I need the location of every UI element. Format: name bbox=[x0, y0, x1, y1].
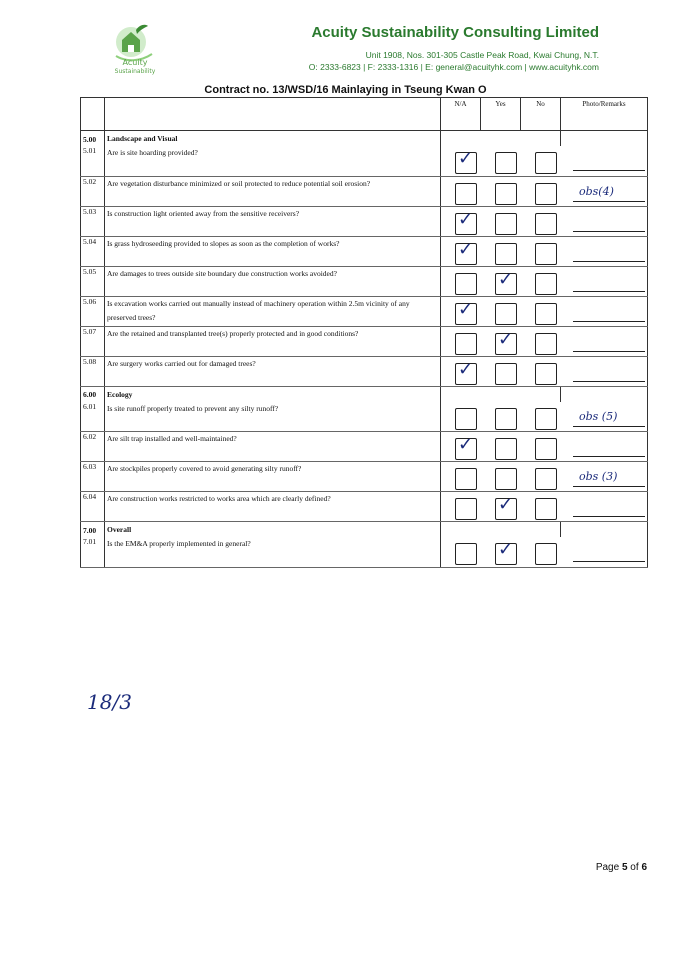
remark-line bbox=[573, 321, 645, 322]
item-question: Are is site hoarding provided? bbox=[105, 146, 441, 176]
item-question: Are vegetation disturbance minimized or soil protected to reduce potential soil erosion? bbox=[105, 176, 441, 206]
item-number: 5.01 bbox=[81, 146, 105, 176]
header-num bbox=[81, 98, 105, 131]
logo-text-sustainability: Sustainability bbox=[114, 68, 156, 75]
item-question: Is construction light oriented away from the sensitive receivers? bbox=[105, 206, 441, 236]
table-row bbox=[81, 402, 648, 432]
table-row bbox=[81, 492, 648, 522]
item-question: Are silt trap installed and well-maintained? bbox=[105, 432, 441, 462]
table-row bbox=[81, 326, 648, 356]
checkbox-no[interactable] bbox=[535, 468, 557, 490]
checkbox-no[interactable] bbox=[535, 543, 557, 565]
section-title: Landscape and Visual bbox=[105, 131, 441, 147]
remark-line bbox=[573, 261, 645, 262]
header-yes: Yes bbox=[481, 98, 521, 131]
table-row bbox=[81, 236, 648, 266]
checkbox-na[interactable] bbox=[455, 183, 477, 205]
logo-wordmark bbox=[104, 58, 166, 76]
section-row bbox=[81, 131, 648, 147]
item-number: 7.01 bbox=[81, 537, 105, 567]
table-row bbox=[81, 146, 648, 176]
checkbox-no[interactable] bbox=[535, 243, 557, 265]
answer-cell bbox=[441, 236, 648, 266]
section-title: Ecology bbox=[105, 386, 441, 402]
checkbox-yes[interactable] bbox=[495, 328, 517, 355]
remark-line bbox=[573, 426, 645, 427]
table-row bbox=[81, 296, 648, 326]
remark-line bbox=[573, 486, 645, 487]
checkbox-na[interactable] bbox=[455, 148, 477, 174]
remark-line bbox=[573, 231, 645, 232]
company-contact: O: 2333-6823 | F: 2333-1316 | E: general@acuityhk.com | www.acuityhk.com bbox=[308, 62, 599, 72]
checkbox-yes[interactable] bbox=[495, 468, 517, 490]
checkbox-no[interactable] bbox=[535, 438, 557, 460]
answer-cell bbox=[441, 206, 648, 236]
remark-text: obs(4) bbox=[579, 184, 614, 198]
contract-title: Contract no. 13/WSD/16 Mainlaying in Tseung Kwan O bbox=[204, 84, 487, 96]
page-prefix: Page bbox=[595, 862, 622, 873]
company-address-block bbox=[309, 49, 599, 73]
remark-line bbox=[573, 201, 645, 202]
remark-line bbox=[573, 351, 645, 352]
item-number: 6.04 bbox=[81, 492, 105, 522]
answer-cell bbox=[441, 537, 648, 567]
check-mark: ✓ bbox=[498, 494, 514, 515]
table-row bbox=[81, 432, 648, 462]
section-number: 7.00 bbox=[81, 522, 105, 538]
checkbox-na[interactable] bbox=[455, 434, 477, 460]
checkbox-na[interactable] bbox=[455, 408, 477, 430]
checkbox-na[interactable] bbox=[455, 498, 477, 520]
answer-cell bbox=[441, 146, 648, 176]
header-no: No bbox=[521, 98, 561, 131]
item-number: 5.06 bbox=[81, 296, 105, 326]
section-number: 5.00 bbox=[81, 131, 105, 147]
check-mark: ✓ bbox=[498, 328, 514, 350]
header-item bbox=[105, 98, 441, 131]
item-number: 5.07 bbox=[81, 326, 105, 356]
section-remark-spacer bbox=[561, 522, 648, 538]
item-number: 6.01 bbox=[81, 402, 105, 432]
item-number: 5.08 bbox=[81, 356, 105, 386]
header-na: N/A bbox=[441, 98, 481, 131]
item-number: 5.02 bbox=[81, 176, 105, 206]
item-question: Are damages to trees outside site boundary due construction works avoided? bbox=[105, 266, 441, 296]
section-title: Overall bbox=[105, 522, 441, 538]
checkbox-na[interactable] bbox=[455, 333, 477, 355]
checkbox-no[interactable] bbox=[535, 303, 557, 325]
item-question: Is grass hydroseeding provided to slopes as soon as the completion of works? bbox=[105, 236, 441, 266]
answer-cell bbox=[441, 296, 648, 326]
remark-line bbox=[573, 291, 645, 292]
table-row bbox=[81, 176, 648, 206]
checkbox-no[interactable] bbox=[535, 408, 557, 430]
checkbox-no[interactable] bbox=[535, 152, 557, 174]
answer-cell bbox=[441, 326, 648, 356]
table-row bbox=[81, 537, 648, 567]
table-row bbox=[81, 356, 648, 386]
checkbox-yes[interactable] bbox=[495, 363, 517, 385]
checkbox-yes[interactable] bbox=[495, 268, 517, 295]
item-number: 5.05 bbox=[81, 266, 105, 296]
item-question: Is the EM&A properly implemented in general? bbox=[105, 537, 441, 567]
item-question: Is site runoff properly treated to prevent any silty runoff? bbox=[105, 402, 441, 432]
item-question: Are stockpiles properly covered to avoid generating silty runoff? bbox=[105, 462, 441, 492]
page-total: 6 bbox=[641, 862, 647, 873]
checkbox-na[interactable] bbox=[455, 238, 477, 265]
checkbox-yes[interactable] bbox=[495, 152, 517, 174]
company-name: Acuity Sustainability Consulting Limited bbox=[311, 24, 599, 41]
checkbox-no[interactable] bbox=[535, 213, 557, 235]
check-mark: ✓ bbox=[498, 539, 514, 560]
remark-line bbox=[573, 170, 645, 171]
checkbox-yes[interactable] bbox=[495, 243, 517, 265]
item-number: 5.04 bbox=[81, 236, 105, 266]
item-question: Are surgery works carried out for damaged trees? bbox=[105, 356, 441, 386]
section-row bbox=[81, 386, 648, 402]
item-question: Is excavation works carried out manually instead of machinery operation within 2.5m vicinity of any preserved trees? bbox=[105, 296, 441, 326]
check-mark: ✓ bbox=[458, 358, 474, 380]
section-number: 6.00 bbox=[81, 386, 105, 402]
table-header-row bbox=[81, 98, 648, 131]
logo-text-acuity: Acuity bbox=[122, 58, 148, 67]
checkbox-na[interactable] bbox=[455, 208, 477, 235]
answer-cell bbox=[441, 492, 648, 522]
remark-line bbox=[573, 456, 645, 457]
table-row bbox=[81, 462, 648, 492]
page-number bbox=[596, 862, 647, 873]
checkbox-yes[interactable] bbox=[495, 213, 517, 235]
checkbox-na[interactable] bbox=[455, 543, 477, 565]
check-mark: ✓ bbox=[458, 208, 474, 230]
checkbox-yes[interactable] bbox=[495, 438, 517, 460]
answer-cell bbox=[441, 266, 648, 296]
check-mark: ✓ bbox=[498, 268, 514, 290]
section-remark-spacer bbox=[561, 131, 648, 147]
checkbox-na[interactable] bbox=[455, 468, 477, 490]
section-spacer bbox=[441, 522, 561, 538]
checkbox-na[interactable] bbox=[455, 298, 477, 325]
checkbox-no[interactable] bbox=[535, 333, 557, 355]
table-row bbox=[81, 266, 648, 296]
answer-cell bbox=[441, 176, 648, 206]
company-address: Unit 1908, Nos. 301-305 Castle Peak Road, Kwai Chung, N.T. bbox=[365, 50, 599, 60]
page-middle: of bbox=[627, 862, 642, 873]
item-question: Are construction works restricted to works area which are clearly defined? bbox=[105, 492, 441, 522]
handwritten-date: 18/3 bbox=[87, 690, 132, 714]
checkbox-yes[interactable] bbox=[495, 494, 517, 520]
checklist-table bbox=[80, 97, 648, 568]
section-remark-spacer bbox=[561, 386, 648, 402]
checkbox-no[interactable] bbox=[535, 498, 557, 520]
remark-text: obs (3) bbox=[579, 470, 618, 483]
remark-line bbox=[573, 381, 645, 382]
checkbox-yes[interactable] bbox=[495, 408, 517, 430]
answer-cell bbox=[441, 402, 648, 432]
check-mark: ✓ bbox=[458, 434, 474, 455]
remark-text: obs (5) bbox=[579, 409, 618, 423]
answer-cell bbox=[441, 356, 648, 386]
checkbox-na[interactable] bbox=[455, 358, 477, 385]
checkbox-no[interactable] bbox=[535, 363, 557, 385]
remark-line bbox=[573, 516, 645, 517]
checkbox-yes[interactable] bbox=[495, 303, 517, 325]
checkbox-no[interactable] bbox=[535, 273, 557, 295]
item-number: 5.03 bbox=[81, 206, 105, 236]
check-mark: ✓ bbox=[458, 148, 474, 169]
header-remarks: Photo/Remarks bbox=[561, 98, 648, 131]
answer-cell bbox=[441, 462, 648, 492]
checkbox-yes[interactable] bbox=[495, 183, 517, 205]
check-mark: ✓ bbox=[458, 238, 474, 260]
checkbox-no[interactable] bbox=[535, 183, 557, 205]
checkbox-na[interactable] bbox=[455, 273, 477, 295]
item-number: 6.03 bbox=[81, 462, 105, 492]
section-spacer bbox=[441, 131, 561, 147]
page-current: 5 bbox=[621, 862, 628, 873]
remark-line bbox=[573, 561, 645, 562]
section-spacer bbox=[441, 386, 561, 402]
check-mark: ✓ bbox=[458, 298, 474, 320]
section-row bbox=[81, 522, 648, 538]
table-row bbox=[81, 206, 648, 236]
item-question: Are the retained and transplanted tree(s) properly protected and in good conditions? bbox=[105, 326, 441, 356]
item-number: 6.02 bbox=[81, 432, 105, 462]
checkbox-yes[interactable] bbox=[495, 539, 517, 565]
answer-cell bbox=[441, 432, 648, 462]
